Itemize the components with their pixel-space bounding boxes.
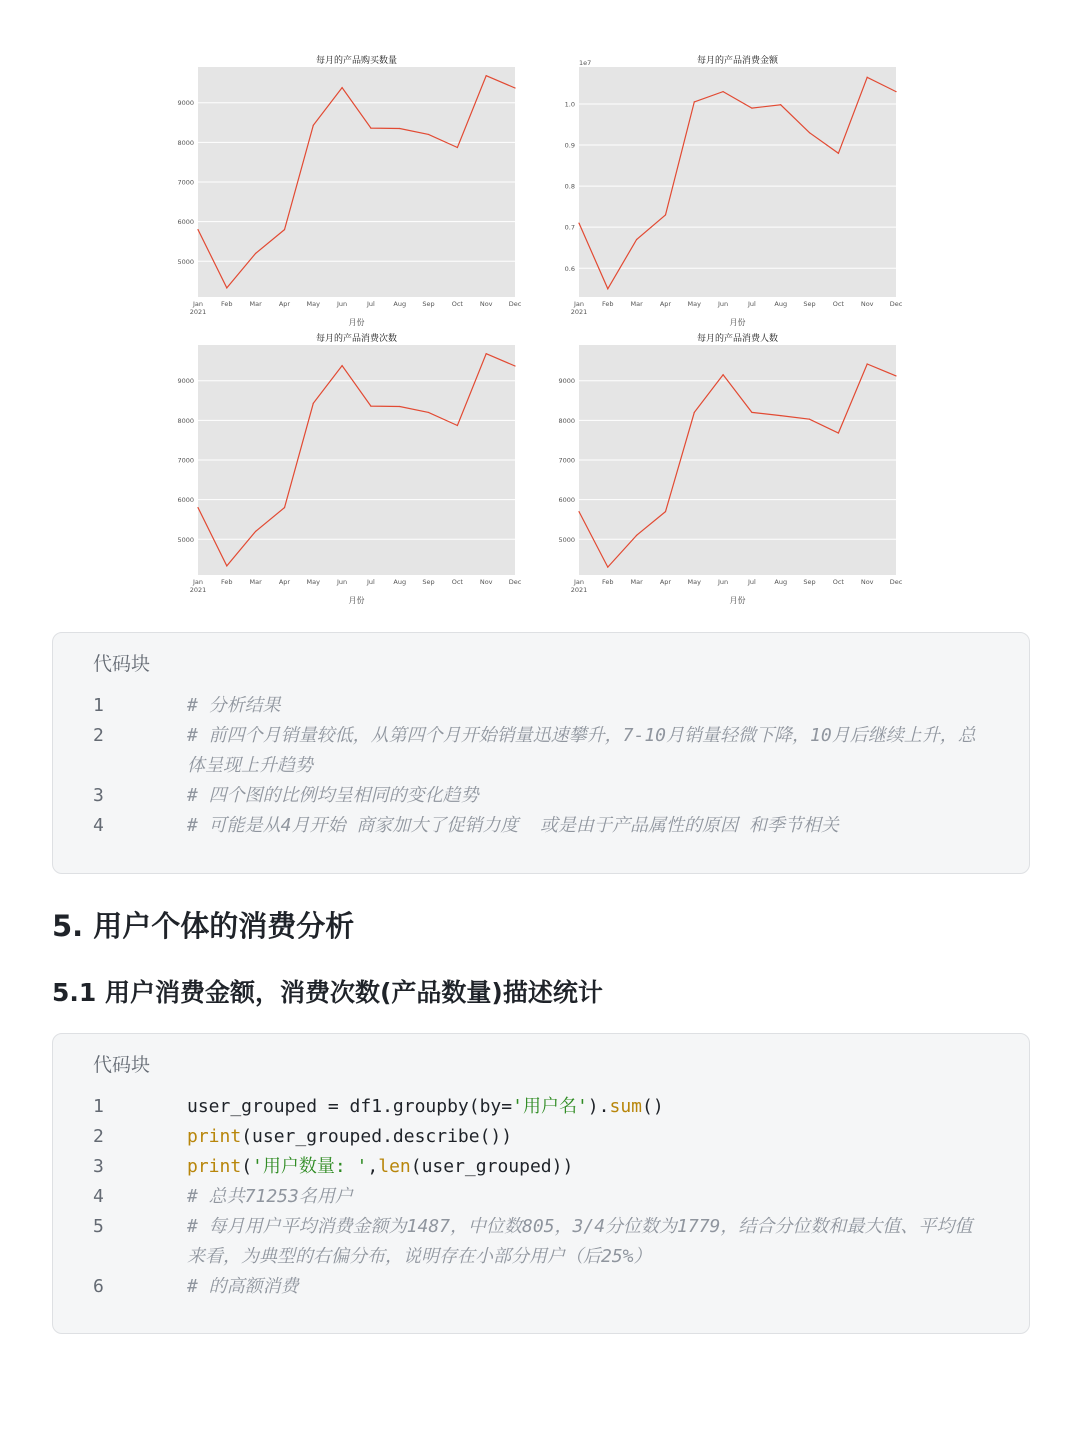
x-tick-label: Oct xyxy=(832,300,844,308)
x-tick-label: Feb xyxy=(602,300,614,308)
data-point xyxy=(341,365,342,366)
data-point xyxy=(751,412,752,413)
data-point xyxy=(428,412,429,413)
data-point xyxy=(341,87,342,88)
y-tick-label: 1.0 xyxy=(564,100,575,109)
x-tick-label: Sep xyxy=(803,578,816,586)
y-tick-label: 0.8 xyxy=(564,182,575,191)
data-point xyxy=(428,134,429,135)
code-token: ( xyxy=(241,1156,253,1177)
x-tick-label: May xyxy=(687,578,701,586)
data-point xyxy=(313,125,314,126)
code-token: '用户名' xyxy=(512,1096,588,1117)
data-point xyxy=(578,222,579,223)
code-line xyxy=(53,721,1029,781)
data-point xyxy=(370,127,371,128)
x-tick-label: Jun xyxy=(718,300,729,308)
x-tick-label: Oct xyxy=(451,300,463,308)
code-token: (user_grouped.describe()) xyxy=(241,1126,513,1147)
x-tick-label: Feb xyxy=(221,300,233,308)
y-tick-label: 7000 xyxy=(177,178,194,187)
code-lines xyxy=(53,691,1029,841)
code-token: len xyxy=(378,1156,411,1177)
x-tick-label: Jan xyxy=(192,300,204,308)
x-axis-label: 月份 xyxy=(348,318,365,327)
data-point xyxy=(665,511,666,512)
y-tick-label: 5000 xyxy=(177,535,194,544)
code-token: # 四个图的比例均呈相同的变化趋势 xyxy=(187,785,479,806)
y-tick-label: 7000 xyxy=(558,456,575,465)
x-tick-label: Oct xyxy=(451,578,463,586)
data-point xyxy=(255,253,256,254)
data-point xyxy=(226,287,227,288)
code-line xyxy=(53,1272,1029,1302)
y-tick-label: 8000 xyxy=(177,138,194,147)
data-point xyxy=(867,363,868,364)
x-year-label: 2021 xyxy=(570,308,588,316)
x-tick-label: Aug xyxy=(393,300,407,308)
code-token: # 的高额消费 xyxy=(187,1276,299,1297)
code-line xyxy=(53,811,1029,841)
line-number: 2 xyxy=(93,725,104,746)
x-year-label: 2021 xyxy=(189,308,207,316)
x-tick-label: Feb xyxy=(602,578,614,586)
line-number: 4 xyxy=(93,1186,104,1207)
y-tick-label: 9000 xyxy=(177,377,194,386)
data-point xyxy=(780,104,781,105)
data-point xyxy=(895,91,896,92)
code-text xyxy=(187,1122,989,1152)
data-point xyxy=(694,101,695,102)
x-tick-label: Sep xyxy=(422,578,435,586)
code-token: print xyxy=(187,1126,242,1147)
x-axis-label: 月份 xyxy=(348,596,365,605)
data-point xyxy=(514,365,515,366)
code-token: '用户数量: ' xyxy=(252,1156,368,1177)
x-tick-label: Nov xyxy=(479,300,493,308)
data-point xyxy=(751,107,752,108)
data-point xyxy=(197,507,198,508)
chart-title: 每月的产品消费金额 xyxy=(696,56,779,66)
x-tick-label: Feb xyxy=(221,578,233,586)
code-token: sum xyxy=(609,1096,642,1117)
x-tick-label: Dec xyxy=(889,300,903,308)
x-tick-label: Jul xyxy=(747,300,756,308)
code-block-header: 代码块 xyxy=(93,653,151,675)
data-point xyxy=(838,432,839,433)
code-line xyxy=(53,781,1029,811)
x-tick-label: Oct xyxy=(832,578,844,586)
y-tick-label: 8000 xyxy=(177,416,194,425)
code-line xyxy=(53,1182,1029,1212)
x-tick-label: Dec xyxy=(889,578,903,586)
y-tick-label: 6000 xyxy=(558,496,575,505)
line-number: 1 xyxy=(93,1096,104,1117)
x-tick-label: Sep xyxy=(422,300,435,308)
y-tick-label: 0.7 xyxy=(564,223,575,232)
x-tick-label: Mar xyxy=(249,578,262,586)
x-tick-label: Jun xyxy=(337,300,348,308)
line-number: 4 xyxy=(93,815,104,836)
code-text xyxy=(187,691,989,721)
x-tick-label: Mar xyxy=(630,300,643,308)
x-tick-label: Mar xyxy=(630,578,643,586)
code-token: user_grouped = df1.groupby(by= xyxy=(187,1096,513,1117)
data-point xyxy=(895,375,896,376)
data-point xyxy=(370,405,371,406)
data-point xyxy=(578,511,579,512)
x-tick-label: May xyxy=(306,300,320,308)
x-tick-label: Mar xyxy=(249,300,262,308)
code-token: # 分析结果 xyxy=(187,695,281,716)
plot-area xyxy=(579,67,896,297)
data-point xyxy=(457,147,458,148)
line-number: 3 xyxy=(93,785,104,806)
x-tick-label: Apr xyxy=(659,300,672,308)
y-tick-label: 9000 xyxy=(177,99,194,108)
code-line xyxy=(53,1122,1029,1152)
data-point xyxy=(867,77,868,78)
x-tick-label: Nov xyxy=(860,578,874,586)
code-line xyxy=(53,691,1029,721)
chart-consumption-amount xyxy=(531,52,931,332)
data-point xyxy=(809,132,810,133)
code-token: () xyxy=(642,1096,664,1117)
data-point xyxy=(838,153,839,154)
x-tick-label: Sep xyxy=(803,300,816,308)
code-token: # 总共71253名用户 xyxy=(187,1186,353,1207)
x-tick-label: Nov xyxy=(860,300,874,308)
y-tick-label: 6000 xyxy=(177,218,194,227)
data-point xyxy=(636,239,637,240)
x-axis-label: 月份 xyxy=(729,318,746,327)
x-tick-label: Aug xyxy=(774,578,788,586)
chart-consumer-count xyxy=(531,330,931,610)
x-year-label: 2021 xyxy=(189,586,207,594)
data-point xyxy=(399,128,400,129)
x-tick-label: Jul xyxy=(747,578,756,586)
code-token: # 每月用户平均消费金额为1487，中位数805，3/4分位数为1779，结合分位数和最大值、平均值来看，为典型的右偏分布，说明存在小部分用户（后25%） xyxy=(187,1216,973,1267)
data-point xyxy=(226,565,227,566)
x-tick-label: Dec xyxy=(508,300,522,308)
y-tick-label: 6000 xyxy=(177,496,194,505)
code-line xyxy=(53,1212,1029,1272)
y-tick-label: 5000 xyxy=(558,535,575,544)
data-point xyxy=(607,566,608,567)
chart-title: 每月的产品消费人数 xyxy=(696,334,779,344)
y-tick-label: 0.9 xyxy=(564,141,575,150)
y-tick-label: 5000 xyxy=(177,257,194,266)
section-heading: 5. 用户个体的消费分析 xyxy=(52,909,355,943)
y-tick-label: 9000 xyxy=(558,377,575,386)
x-tick-label: Dec xyxy=(508,578,522,586)
data-point xyxy=(284,229,285,230)
x-year-label: 2021 xyxy=(570,586,588,594)
data-point xyxy=(486,353,487,354)
code-block-user-stats xyxy=(52,1033,1030,1334)
data-point xyxy=(607,288,608,289)
code-token: print xyxy=(187,1156,242,1177)
code-token: # 前四个月销量较低，从第四个月开始销量迅速攀升，7-10月销量轻微下降，10月后继续上升，总体呈现上升趋势 xyxy=(187,725,976,776)
data-point xyxy=(486,75,487,76)
code-text xyxy=(187,811,989,841)
data-point xyxy=(722,91,723,92)
data-point xyxy=(399,406,400,407)
code-token: , xyxy=(367,1156,379,1177)
code-text xyxy=(187,1092,989,1122)
data-point xyxy=(694,412,695,413)
x-tick-label: Aug xyxy=(774,300,788,308)
x-tick-label: Apr xyxy=(659,578,672,586)
data-point xyxy=(284,507,285,508)
data-point xyxy=(457,425,458,426)
data-point xyxy=(722,374,723,375)
data-point xyxy=(636,535,637,536)
data-point xyxy=(313,403,314,404)
x-tick-label: Aug xyxy=(393,578,407,586)
x-tick-label: Apr xyxy=(278,578,291,586)
code-lines xyxy=(53,1092,1029,1302)
code-text xyxy=(187,1212,989,1272)
y-tick-label: 7000 xyxy=(177,456,194,465)
code-text xyxy=(187,721,989,781)
chart-consumption-count xyxy=(150,330,550,610)
x-tick-label: May xyxy=(306,578,320,586)
x-tick-label: Jun xyxy=(718,578,729,586)
x-tick-label: May xyxy=(687,300,701,308)
line-number: 6 xyxy=(93,1276,104,1297)
code-text xyxy=(187,1182,989,1212)
y-tick-label: 8000 xyxy=(558,416,575,425)
data-point xyxy=(255,531,256,532)
data-point xyxy=(197,229,198,230)
data-point xyxy=(809,419,810,420)
code-token: # 可能是从4月开始 商家加大了促销力度 或是由于产品属性的原因 和季节相关 xyxy=(187,815,839,836)
line-number: 5 xyxy=(93,1216,104,1237)
code-line xyxy=(53,1152,1029,1182)
chart-purchase-quantity xyxy=(150,52,550,332)
line-number: 1 xyxy=(93,695,104,716)
code-line xyxy=(53,1092,1029,1122)
line-number: 3 xyxy=(93,1156,104,1177)
x-tick-label: Jan xyxy=(192,578,204,586)
subsection-heading: 5.1 用户消费金额，消费次数(产品数量)描述统计 xyxy=(52,978,603,1007)
chart-title: 每月的产品购买数量 xyxy=(315,56,398,66)
line-number: 2 xyxy=(93,1126,104,1147)
data-point xyxy=(665,214,666,215)
data-point xyxy=(514,87,515,88)
x-axis-label: 月份 xyxy=(729,596,746,605)
x-tick-label: Jun xyxy=(337,578,348,586)
code-block-analysis-result xyxy=(52,632,1030,874)
code-block-header: 代码块 xyxy=(93,1054,151,1076)
code-text xyxy=(187,1272,989,1302)
x-tick-label: Jul xyxy=(366,300,375,308)
x-tick-label: Apr xyxy=(278,300,291,308)
code-token: ). xyxy=(587,1096,610,1117)
y-offset-label: 1e7 xyxy=(579,59,592,67)
x-tick-label: Jul xyxy=(366,578,375,586)
x-tick-label: Jan xyxy=(573,300,585,308)
code-text xyxy=(187,1152,989,1182)
x-tick-label: Jan xyxy=(573,578,585,586)
code-text xyxy=(187,781,989,811)
chart-title: 每月的产品消费次数 xyxy=(315,334,398,344)
data-point xyxy=(780,415,781,416)
x-tick-label: Nov xyxy=(479,578,493,586)
y-tick-label: 0.6 xyxy=(564,264,575,273)
code-token: (user_grouped)) xyxy=(410,1156,574,1177)
